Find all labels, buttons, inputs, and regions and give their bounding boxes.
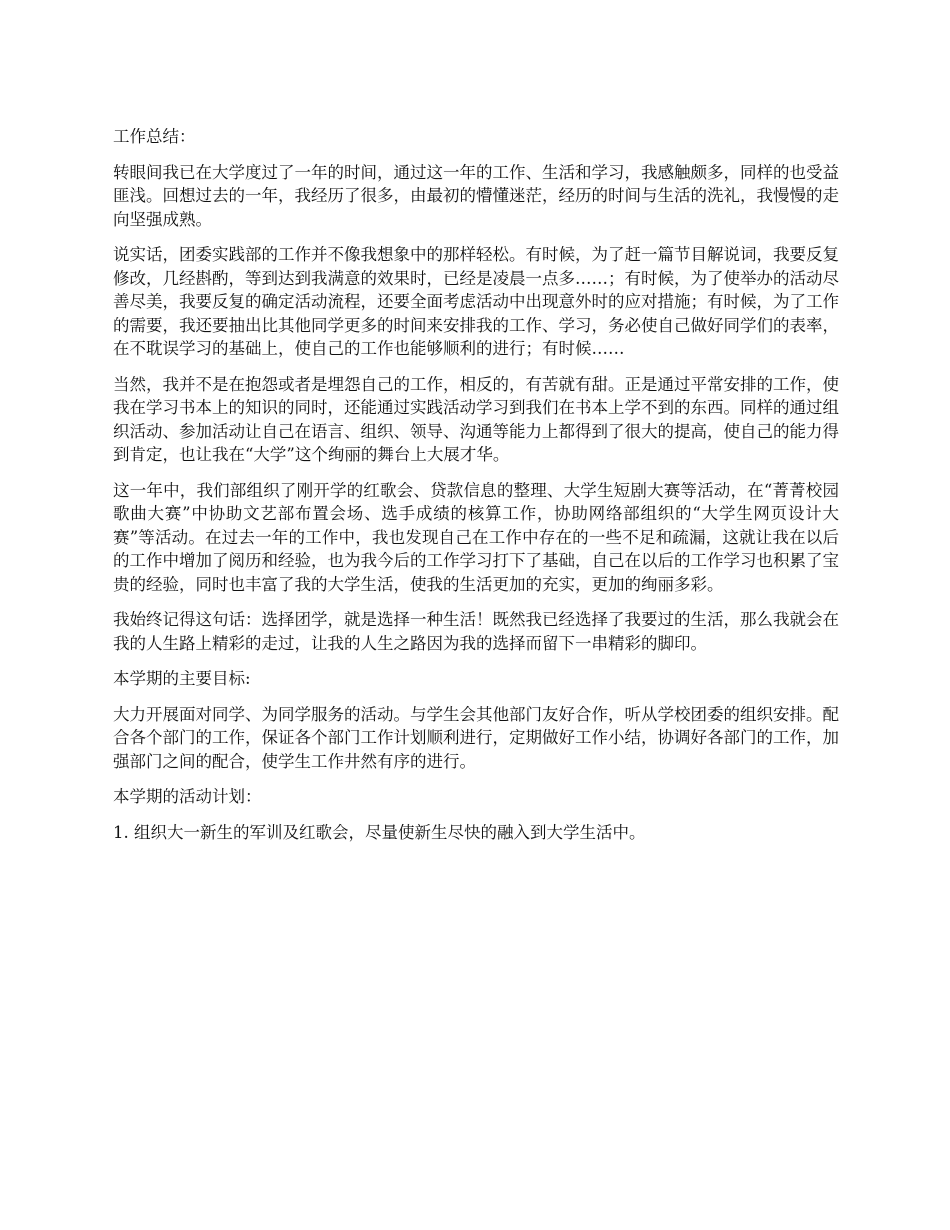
- paragraph-intro: 转眼间我已在大学度过了一年的时间，通过这一年的工作、生活和学习，我感触颇多，同样的也受益匪浅。回想过去的一年，我经历了很多，由最初的懵懂迷茫，经历的时间与生活的洗礼，我慢慢的走向坚强成熟。: [113, 162, 839, 229]
- paragraph-motto: 我始终记得这句话：选择团学，就是选择一种生活！既然我已经选择了我要过的生活，那么我就会在我的人生路上精彩的走过，让我的人生之路因为我的选择而留下一串精彩的脚印。: [113, 610, 839, 653]
- paragraph-goals: 大力开展面对同学、为同学服务的活动。与学生会其他部门友好合作，听从学校团委的组织安排。配合各个部门的工作，保证各个部门工作计划顺利进行，定期做好工作小结，协调好各部门的工作，加强部门之间的配合，使学生工作井然有序的进行。: [113, 704, 839, 771]
- paragraph-activities: 这一年中，我们部组织了刚开学的红歌会、贷款信息的整理、大学生短剧大赛等活动，在“菁菁校园歌曲大赛”中协助文艺部布置会场、选手成绩的核算工作，协助网络部组织的“大学生网页设计大赛”等活动。在过去一年的工作中，我也发现自己在工作中存在的一些不足和疏漏，这就让我在以后的工作中增加了阅历和经验，也为我今后的工作学习打下了基础，自己在以后的工作学习也积累了宝贵的经验，同时也丰富了我的大学生活，使我的生活更加的充实，更加的绚丽多彩。: [113, 480, 839, 594]
- list-item: 1. 组织大一新生的军训及红歌会，尽量使新生尽快的融入到大学生活中。: [113, 822, 646, 842]
- section-heading-plan: 本学期的活动计划：: [113, 787, 262, 806]
- section-heading-summary: 工作总结：: [113, 127, 196, 146]
- document-body: [113, 125, 839, 856]
- paragraph-work-difficulty: 说实话，团委实践部的工作并不像我想象中的那样轻松。有时候，为了赶一篇节目解说词，我要反复修改，几经斟酌，等到达到我满意的效果时，已经是凌晨一点多……；有时候，为了使举办的活动尽善尽美，我要反复的确定活动流程，还要全面考虑活动中出现意外时的应对措施；有时候，为了工作的需要，我还要抽出比其他同学更多的时间来安排我的工作、学习，务必使自己做好同学们的表率，在不耽误学习的基础上，使自己的工作也能够顺利的进行；有时候……: [113, 245, 839, 358]
- paragraph-gains: 当然，我并不是在抱怨或者是埋怨自己的工作，相反的，有苦就有甜。正是通过平常安排的工作，使我在学习书本上的知识的同时，还能通过实践活动学习到我们在书本上学不到的东西。同样的通过组织活动、参加活动让自己在语言、组织、领导、沟通等能力上都得到了很大的提高，使自己的能力得到肯定，也让我在“大学”这个绚丽的舞台上大展才华。: [113, 374, 839, 464]
- section-heading-goals: 本学期的主要目标:: [113, 669, 251, 688]
